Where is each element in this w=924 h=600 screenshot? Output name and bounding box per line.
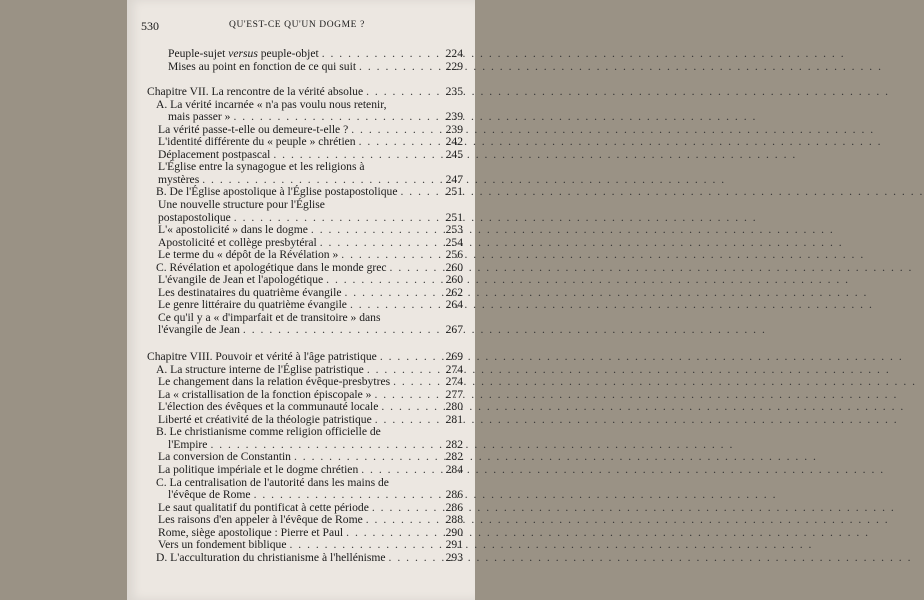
toc-page-number: 260 <box>445 273 463 287</box>
toc-page-number: 282 <box>445 437 463 451</box>
toc-entry: L'identité différente du « peuple » chrétien . . . 242 <box>147 136 463 149</box>
toc-entry: Ce qu'il y a « d'imparfait et de transitoire » dans <box>158 310 381 324</box>
toc-page-number: 290 <box>445 525 463 539</box>
toc-entry: Le changement dans la relation évêque-presbytres . . . 274 <box>147 376 463 389</box>
toc-entry: La vérité passe-t-elle ou demeure-t-elle ? . . . 239 <box>147 124 463 137</box>
toc-page-number: 269 <box>445 350 463 364</box>
toc-entry: Peuple-sujet versus peuple-objet . . . 224 <box>147 48 463 61</box>
toc-page-number: 245 <box>445 147 463 161</box>
section-title: C. Révélation et apologétique dans le monde grec . . . 260 <box>147 262 463 275</box>
toc-page-number: 235 <box>445 85 463 99</box>
toc-page-number: 242 <box>445 135 463 149</box>
toc-page-number: 274 <box>445 375 463 389</box>
toc-page-number: 277 <box>445 387 463 401</box>
toc-entry: Une nouvelle structure pour l'Église <box>158 198 325 212</box>
toc-entry-continued: l'évangile de Jean . . . 267 <box>147 324 463 337</box>
toc-entry: L'« apostolicité » dans le dogme . . . 253 <box>147 224 463 237</box>
toc-entry: L'élection des évêques et la communauté locale . . . 280 <box>147 401 463 414</box>
section-title-continued: l'évêque de Rome . . . 286 <box>147 489 463 502</box>
book-page <box>127 0 475 600</box>
toc-page-number: 274 <box>445 362 463 376</box>
toc-entry: Déplacement postpascal . . . 245 <box>147 149 463 162</box>
toc-page-number: 239 <box>445 122 463 136</box>
toc-page-number: 251 <box>445 185 463 199</box>
page-number: 530 <box>141 19 159 33</box>
toc-page-number: 229 <box>445 59 463 73</box>
toc-page-number: 280 <box>445 400 463 414</box>
toc-page-number: 262 <box>445 285 463 299</box>
section-title: A. La vérité incarnée « n'a pas voulu nous retenir, <box>156 97 387 111</box>
toc-page-number: 256 <box>445 248 463 262</box>
toc-page-number: 267 <box>445 323 463 337</box>
toc-page-number: 291 <box>445 538 463 552</box>
toc-page-number: 260 <box>445 260 463 274</box>
toc-page-number: 286 <box>445 488 463 502</box>
section-title: D. L'acculturation du christianisme à l'hellénisme . . . 293 <box>147 552 463 565</box>
toc-entry: La « cristallisation de la fonction épiscopale » . . . 277 <box>147 389 463 402</box>
table-of-contents <box>147 48 463 564</box>
section-title: A. La structure interne de l'Église patristique . . . 274 <box>147 364 463 377</box>
toc-entry: La politique impériale et le dogme chrétien . . . 284 <box>147 464 463 477</box>
toc-entry: Mises au point en fonction de ce qui suit . . . 229 <box>147 61 463 74</box>
toc-entry: L'Église entre la synagogue et les religions à <box>158 160 365 174</box>
toc-entry: La conversion de Constantin . . . 282 <box>147 451 463 464</box>
toc-entry-continued: mystères . . . 247 <box>147 174 463 187</box>
toc-page-number: 281 <box>445 412 463 426</box>
section-title-continued: l'Empire . . . 282 <box>147 439 463 452</box>
section-title-continued: mais passer » . . . 239 <box>147 111 463 124</box>
running-head: QU'EST-CE QU'UN DOGME ? <box>229 20 365 30</box>
toc-page-number: 251 <box>445 210 463 224</box>
toc-page-number: 264 <box>445 298 463 312</box>
toc-page-number: 288 <box>445 513 463 527</box>
page-header <box>141 19 461 33</box>
toc-page-number: 247 <box>445 172 463 186</box>
toc-page-number: 286 <box>445 500 463 514</box>
toc-entry: Vers un fondement biblique . . . 291 <box>147 539 463 552</box>
toc-entry: Les raisons d'en appeler à l'évêque de Rome . . . 288 <box>147 514 463 527</box>
toc-page-number: 239 <box>445 110 463 124</box>
toc-entry: Liberté et créativité de la théologie patristique . . . 281 <box>147 414 463 427</box>
toc-page-number: 224 <box>445 47 463 60</box>
toc-entry: Apostolicité et collège presbytéral . . . 254 <box>147 237 463 250</box>
toc-entry: L'évangile de Jean et l'apologétique . . . 260 <box>147 274 463 287</box>
toc-entry-continued: postapostolique . . . 251 <box>147 212 463 225</box>
toc-entry: Rome, siège apostolique : Pierre et Paul . . . 290 <box>147 527 463 540</box>
section-title: B. Le christianisme comme religion officielle de <box>156 425 381 439</box>
toc-entry: Le genre littéraire du quatrième évangile . . . 264 <box>147 299 463 312</box>
chapter-title: Chapitre VII. La rencontre de la vérité absolue . . . 235 <box>147 86 463 99</box>
section-title: B. De l'Église apostolique à l'Église postapostolique . . . 251 <box>147 186 463 199</box>
section-title: C. La centralisation de l'autorité dans les mains de <box>156 475 389 489</box>
toc-entry: Le terme du « dépôt de la Révélation » . . . 256 <box>147 249 463 262</box>
toc-page-number: 293 <box>445 550 463 564</box>
toc-entry: Le saut qualitatif du pontificat à cette période . . . 286 <box>147 502 463 515</box>
chapter-title: Chapitre VIII. Pouvoir et vérité à l'âge patristique . . . 269 <box>147 351 463 364</box>
toc-page-number: 253 <box>445 223 463 237</box>
toc-page-number: 284 <box>445 462 463 476</box>
toc-page-number: 254 <box>445 235 463 249</box>
toc-page-number: 282 <box>445 450 463 464</box>
toc-entry: Les destinataires du quatrième évangile . . . 262 <box>147 287 463 300</box>
